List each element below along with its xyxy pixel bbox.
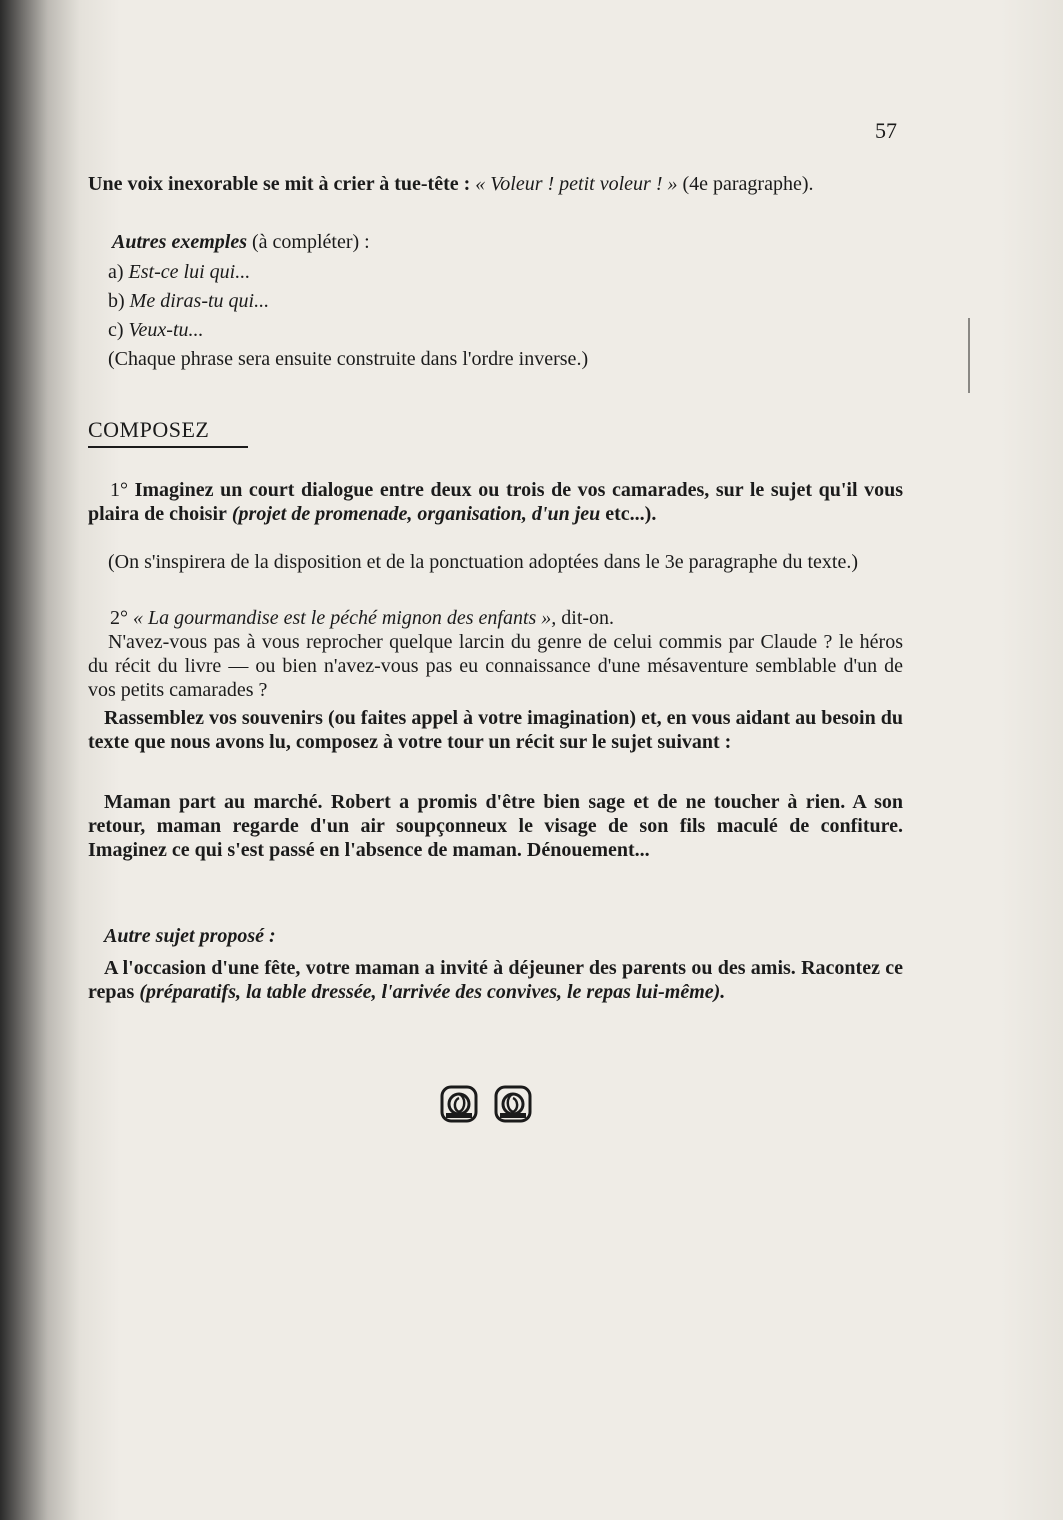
example-letter: c) [108,319,124,341]
ornament-left-icon [440,1085,478,1123]
exercise-2-subject: Maman part au marché. Robert a promis d'être bien sage et de ne toucher à rien. A son retour, maman regarde d'un air soupçonneux le visage de son fils maculé de confiture. Imaginez ce qui s'est passé en l'absence de maman. Dénouement... [88,791,903,861]
example-letter: b) [108,290,125,312]
example-item [108,287,923,316]
intro-bold: Une voix inexorable se mit à crier à tue-tête : [88,173,471,195]
other-subject-text [88,956,903,1004]
intro-ref: (4e paragraphe). [682,173,814,195]
examples-title: Autres exemples [112,231,247,253]
section-heading: COMPOSEZ [88,417,248,448]
other-subject-italic: (préparatifs, la table dressée, l'arrivée des convives, le repas lui-même). [139,981,726,1003]
exercise-1-bold: Imaginez un court dialogue entre deux ou trois de vos camarades, sur le sujet qu'il vous plaira de choisir [88,479,904,525]
examples-title-line [112,230,902,254]
exercise-2-para1: N'avez-vous pas à vous reprocher quelque larcin du genre de celui commis par Claude ? le héros du récit du livre — ou bien n'avez-vous pas eu connaissance d'une mésaventure semblable d'un de vos petits camarades ? [88,631,903,701]
exercise-2-quote-suffix: dit-on. [561,607,615,629]
exercise-2-number: 2° [110,607,128,629]
exercise-1-italic: (projet de promenade, organisation, d'un jeu [231,503,601,525]
example-item [108,316,923,345]
exercise-2-para2: Rassemblez vos souvenirs (ou faites appel à votre imagination) et, en vous aidant au besoin du texte que nous avons lu, composez à votre tour un récit sur le sujet suivant : [88,707,903,753]
margin-mark [968,318,970,393]
intro-line [88,172,903,196]
exercise-1-number: 1° [110,479,128,501]
exercise-1-note: (On s'inspirera de la disposition et de la ponctuation adoptées dans le 3e paragraphe du texte.) [108,551,859,573]
examples-note: (Chaque phrase sera ensuite construite dans l'ordre inverse.) [108,348,589,370]
example-letter: a) [108,261,124,283]
example-text: Me diras-tu qui... [129,290,270,312]
page-number: 57 [875,118,897,143]
other-subject-title: Autre sujet proposé : [104,925,276,947]
example-text: Veux-tu... [128,319,204,341]
example-item [108,258,923,287]
other-subject-bold: A l'occasion d'une fête, votre maman a invité à déjeuner des parents ou des amis. Racontez ce repas [88,957,903,1003]
exercise-2-intro [88,606,903,630]
examples-title-suffix: (à compléter) : [252,231,370,253]
examples-list [108,258,923,374]
exercise-1 [88,478,903,526]
example-text: Est-ce lui qui... [128,261,251,283]
exercise-2-quote: « La gourmandise est le péché mignon des enfants », [133,607,557,629]
intro-quote: « Voleur ! petit voleur ! » [475,173,678,195]
exercise-1-end: etc...). [605,503,657,525]
ornament-right-icon [494,1085,532,1123]
